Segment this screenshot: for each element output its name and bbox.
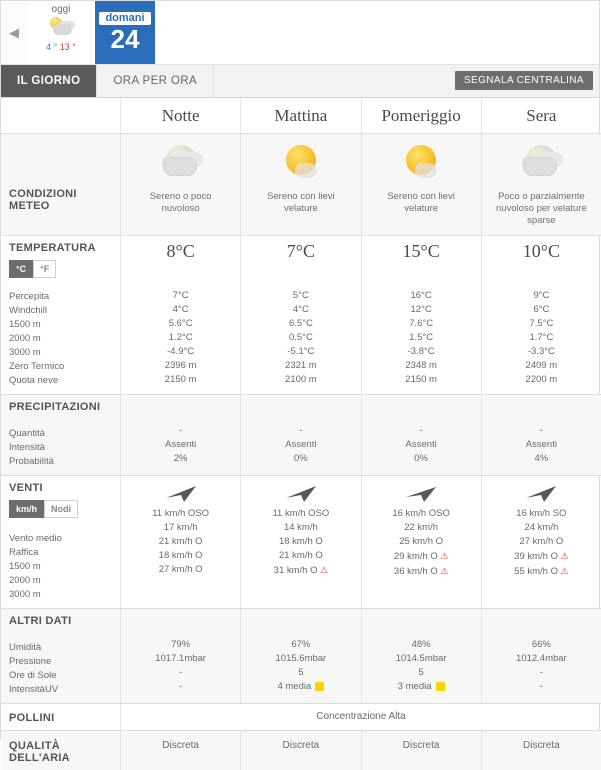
wind-val: 36 km/h O <box>393 566 438 577</box>
temperature-metric-windchill: Windchill <box>9 305 48 316</box>
other-val: 3 media <box>397 681 432 692</box>
wind-arrow-icon <box>245 481 356 507</box>
precip-val: - <box>299 425 303 436</box>
temp-val: -5.1°C <box>287 346 315 357</box>
section-wind <box>1 476 601 609</box>
air-quality-mattina: Discreta <box>241 731 361 770</box>
moon-behind-cloud-icon <box>157 143 205 185</box>
air-quality-label-cell <box>1 731 121 770</box>
precip-metric-probabilita: Probabilità <box>9 456 54 467</box>
uv-index-bar <box>315 682 324 691</box>
other-title: ALTRI DATI <box>9 615 72 627</box>
conditions-cell-sera <box>482 134 601 235</box>
precip-val: 0% <box>414 453 428 464</box>
temp-val: 2200 m <box>525 374 558 385</box>
wind-val: 11 km/h OSO <box>152 508 210 519</box>
wind-arrow-icon <box>125 481 236 507</box>
other-val: 5 <box>298 667 304 678</box>
wind-val: 17 km/h <box>163 522 198 533</box>
wind-metric-1500m: 1500 m <box>9 561 41 572</box>
wind-val: 21 km/h O <box>158 536 203 547</box>
section-conditions <box>1 134 601 236</box>
temp-val: 6.5°C <box>288 318 313 329</box>
previous-day-arrow-icon[interactable] <box>1 1 27 64</box>
temperature-big-pomeriggio: 15°C <box>362 236 482 284</box>
report-station-button[interactable] <box>455 71 593 90</box>
wind-val: 18 km/h O <box>158 550 203 561</box>
temp-val: 7.5°C <box>529 318 554 329</box>
wind-val: 24 km/h <box>524 522 559 533</box>
day-card-tomorrow[interactable] <box>95 1 155 64</box>
wind-val: 27 km/h O <box>158 564 203 575</box>
temperature-unit-toggle[interactable] <box>9 260 112 278</box>
tab-ora-per-ora-label: ORA PER ORA <box>113 75 198 87</box>
temp-val: 1.2°C <box>168 332 193 343</box>
wind-val: 18 km/h O <box>278 536 323 547</box>
temp-val: 9°C <box>533 290 550 301</box>
conditions-text-mattina: Sereno con lievi velature <box>267 191 335 214</box>
unit-kmh[interactable]: km/h <box>9 500 44 518</box>
tab-ora-per-ora[interactable] <box>97 65 214 97</box>
wind-val: 14 km/h <box>283 522 318 533</box>
temperature-label-cell <box>1 236 121 284</box>
header-spacer <box>1 98 121 133</box>
precip-val: 2% <box>173 453 188 464</box>
other-val: 4 media <box>277 681 312 692</box>
pollen-title: POLLINI <box>9 712 55 724</box>
section-air-quality <box>1 731 601 770</box>
day-card-today-low: 4 ° <box>46 42 58 52</box>
other-metric-umidita: Umidità <box>9 642 42 653</box>
precip-val: Assenti <box>285 439 317 450</box>
temperature-big-notte: 8°C <box>121 236 241 284</box>
wind-cell-mattina <box>241 476 361 608</box>
precip-val: Assenti <box>405 439 437 450</box>
temperature-values-sera <box>482 284 601 394</box>
day-card-tomorrow-label: domani <box>99 12 150 25</box>
tab-il-giorno[interactable] <box>1 65 97 97</box>
section-precipitation <box>1 395 601 476</box>
conditions-text-pomeriggio: Sereno con lievi velature <box>387 191 455 214</box>
column-header-row <box>1 98 601 134</box>
sun-icon <box>397 143 445 185</box>
air-quality-pomeriggio: Discreta <box>362 731 482 770</box>
unit-knots[interactable]: Nodi <box>44 500 78 518</box>
air-quality-title: QUALITÀ DELL'ARIA <box>9 740 70 764</box>
temperature-big-mattina: 7°C <box>241 236 361 284</box>
column-header-notte: Notte <box>121 98 241 133</box>
temp-val: 4°C <box>172 304 189 315</box>
precip-val: Assenti <box>165 439 197 450</box>
temp-val: 1.5°C <box>409 332 434 343</box>
other-values-notte <box>121 609 241 703</box>
wind-unit-toggle[interactable] <box>9 500 112 518</box>
wind-values-notte <box>125 507 236 577</box>
column-header-sera: Sera <box>526 106 557 125</box>
temp-val: 5.6°C <box>168 318 193 329</box>
temperature-big-sera: 10°C <box>522 241 560 261</box>
other-val: 1017.1mbar <box>155 653 206 664</box>
precip-val: 4% <box>534 453 549 464</box>
pollen-value: Concentrazione Alta <box>316 711 406 722</box>
precip-val: 0% <box>294 453 308 464</box>
precip-val: Assenti <box>525 439 557 450</box>
pollen-label-cell <box>1 704 121 730</box>
day-card-today-temps <box>46 42 76 52</box>
other-metric-pressione: Pressione <box>9 656 52 667</box>
wind-metric-raffica: Raffica <box>9 547 39 558</box>
wind-val: 29 km/h O <box>393 551 438 562</box>
precip-metric-intensita: Intensità <box>9 442 45 453</box>
wind-arrow-icon <box>486 481 597 507</box>
temperature-values-pomeriggio <box>362 284 482 394</box>
temperature-values-mattina <box>241 284 361 394</box>
wind-val: 11 km/h OSO <box>272 508 330 519</box>
wind-cell-pomeriggio <box>362 476 482 608</box>
air-quality-notte: Discreta <box>121 731 241 770</box>
wind-values-mattina <box>245 507 356 578</box>
conditions-label-cell <box>1 134 121 235</box>
tab-il-giorno-label: IL GIORNO <box>17 75 81 87</box>
other-val: 79% <box>171 639 191 650</box>
report-station-label: SEGNALA CENTRALINA <box>463 75 584 86</box>
day-card-today-label: oggi <box>51 4 71 15</box>
temperature-metric-3000m: 3000 m <box>9 347 41 358</box>
column-header-pomeriggio: Pomeriggio <box>362 98 482 133</box>
conditions-cell-notte <box>121 134 241 235</box>
wind-warning-icon: ⚠ <box>558 551 569 561</box>
wind-warning-icon: ⚠ <box>317 565 329 575</box>
wind-val: 55 km/h O <box>514 566 558 577</box>
wind-val: 16 km/h OSO <box>392 508 450 519</box>
temp-val: 12°C <box>410 304 432 315</box>
section-temperature-details <box>1 284 601 395</box>
temp-val: 0.5°C <box>288 332 313 343</box>
temperature-metric-percepita: Percepita <box>9 291 50 302</box>
wind-val: 16 km/h SO <box>516 508 567 519</box>
other-values-sera <box>482 609 601 703</box>
wind-warning-icon: ⚠ <box>437 566 449 576</box>
other-val: 66% <box>531 639 551 650</box>
temp-val: 2321 m <box>285 360 317 371</box>
other-metric-ore-sole: Ore di Sole <box>9 670 57 681</box>
temperature-metric-1500m: 1500 m <box>9 319 41 330</box>
temp-val: 6°C <box>533 304 550 315</box>
sun-behind-cloud-icon <box>517 143 565 185</box>
sun-behind-cloud-icon <box>48 16 74 40</box>
wind-label-cell <box>1 476 121 608</box>
precipitation-values-sera <box>482 395 601 475</box>
temp-val: 16°C <box>410 290 432 301</box>
wind-val: 22 km/h <box>404 522 439 533</box>
temp-val: 7.6°C <box>409 318 434 329</box>
temperature-metric-2000m: 2000 m <box>9 333 41 344</box>
other-val: - <box>539 667 543 678</box>
wind-cell-sera <box>482 476 601 608</box>
air-quality-sera: Discreta <box>523 740 560 751</box>
temp-val: 5°C <box>292 290 309 301</box>
precip-val: - <box>539 425 543 436</box>
sun-icon <box>277 143 325 185</box>
temperature-title: TEMPERATURA <box>9 242 96 254</box>
conditions-text-notte: Sereno o poco nuvoloso <box>149 191 212 214</box>
wind-arrow-icon <box>366 481 477 507</box>
other-values-mattina <box>241 609 361 703</box>
section-pollen <box>1 704 601 731</box>
precip-val: - <box>419 425 423 436</box>
temperature-metric-names <box>1 284 121 394</box>
other-val: - <box>539 681 543 692</box>
day-card-today[interactable] <box>27 1 95 64</box>
day-selector-strip <box>1 1 599 65</box>
precip-metric-quantita: Quantità <box>9 428 45 439</box>
temperature-metric-quota-neve: Quota neve <box>9 375 59 386</box>
section-temperature-header <box>1 236 601 284</box>
day-card-today-high: 13 ° <box>59 42 76 52</box>
section-other-data <box>1 609 601 704</box>
temp-val: 2150 m <box>164 374 197 385</box>
wind-values-sera <box>486 507 597 579</box>
other-val: 1014.5mbar <box>395 653 447 664</box>
temp-val: 2348 m <box>405 360 437 371</box>
other-val: 5 <box>418 667 424 678</box>
forecast-grid <box>1 98 601 770</box>
wind-val: 21 km/h O <box>278 550 323 561</box>
other-val: - <box>179 667 183 678</box>
wind-title: VENTI <box>9 482 43 494</box>
other-val: 67% <box>291 639 311 650</box>
conditions-cell-mattina <box>241 134 361 235</box>
other-val: 1012.4mbar <box>516 653 567 664</box>
unit-celsius[interactable]: °C <box>9 260 33 278</box>
conditions-text-sera: Poco o parzialmente nuvoloso per velature sparse <box>495 191 587 226</box>
conditions-title: CONDIZIONI METEO <box>9 188 77 212</box>
other-val: 1015.6mbar <box>275 653 327 664</box>
wind-values-pomeriggio <box>366 507 477 579</box>
view-tabs <box>1 65 599 98</box>
other-val: - <box>179 681 183 692</box>
wind-val: 39 km/h O <box>514 551 558 562</box>
precipitation-label-cell <box>1 395 121 475</box>
other-label-cell <box>1 609 121 703</box>
column-header-mattina: Mattina <box>241 98 361 133</box>
wind-metric-2000m: 2000 m <box>9 575 41 586</box>
temp-val: 2150 m <box>405 374 437 385</box>
precipitation-values-pomeriggio <box>362 395 482 475</box>
precipitation-title: PRECIPITAZIONI <box>9 401 101 413</box>
temp-val: 2409 m <box>525 360 558 371</box>
temp-val: 4°C <box>292 304 309 315</box>
uv-index-bar <box>436 682 445 691</box>
precipitation-values-notte <box>121 395 241 475</box>
precip-val: - <box>179 425 183 436</box>
wind-metric-vento-medio: Vento medio <box>9 533 62 544</box>
temp-val: 2100 m <box>285 374 317 385</box>
temp-val: 2396 m <box>164 360 197 371</box>
temperature-values-notte <box>121 284 241 394</box>
temperature-metric-zero-termico: Zero Termico <box>9 361 65 372</box>
other-values-pomeriggio <box>362 609 482 703</box>
wind-val: 25 km/h O <box>399 536 444 547</box>
wind-warning-icon: ⚠ <box>558 566 569 576</box>
wind-val: 31 km/h O <box>273 565 318 576</box>
precipitation-values-mattina <box>241 395 361 475</box>
wind-cell-notte <box>121 476 241 608</box>
temp-val: -3.3°C <box>527 346 555 357</box>
other-metric-uv: IntensitàUV <box>9 684 59 695</box>
temp-val: 1.7°C <box>529 332 554 343</box>
wind-val: 27 km/h O <box>519 536 564 547</box>
temp-val: 7°C <box>172 290 189 301</box>
day-card-tomorrow-number: 24 <box>110 24 140 54</box>
wind-metric-3000m: 3000 m <box>9 589 41 600</box>
unit-fahrenheit[interactable]: °F <box>33 260 56 278</box>
prev-arrow-glyph: ◀ <box>9 24 19 40</box>
other-val: 48% <box>411 639 431 650</box>
wind-warning-icon: ⚠ <box>437 551 449 561</box>
conditions-cell-pomeriggio <box>362 134 482 235</box>
temp-val: -3.8°C <box>407 346 435 357</box>
temp-val: -4.9°C <box>167 346 195 357</box>
